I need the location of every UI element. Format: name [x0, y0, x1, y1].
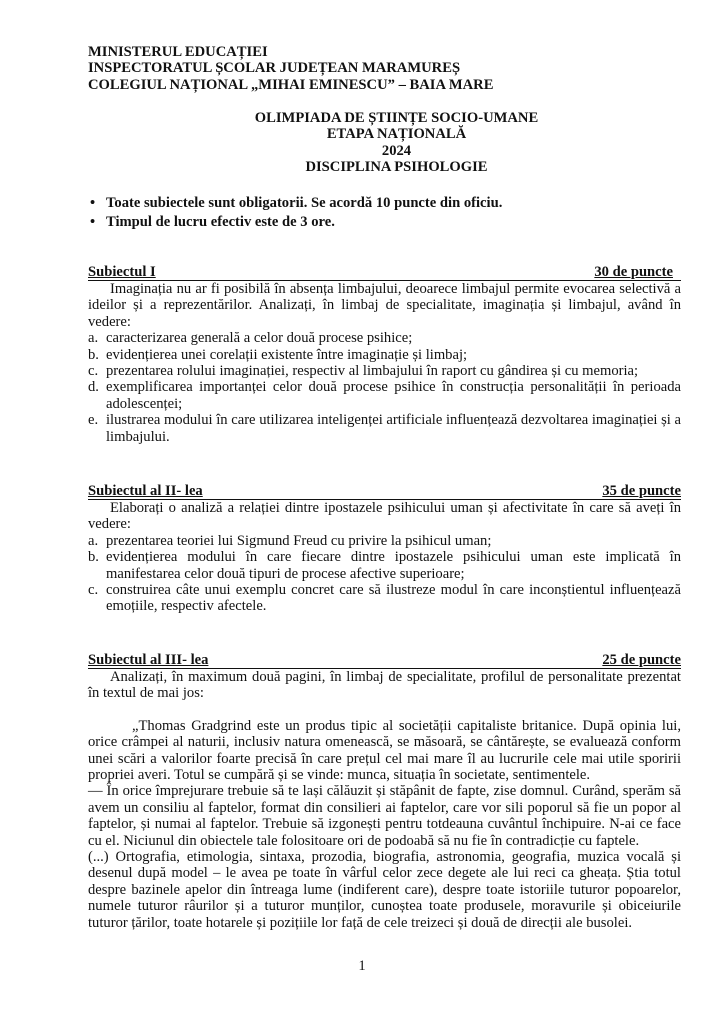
list-item-letter: a. [88, 532, 99, 549]
instruction-item: • Timpul de lucru efectiv este de 3 ore. [88, 213, 681, 232]
list-item-text: evidențierea modului în care fiecare dintre ipostazele psihicului uman este implicată în manifestarea celor două tipuri de procese afective superioare; [106, 549, 681, 582]
subject-intro: Analizați, în maximum două pagini, în limbaj de specialitate, profilul de personalitate prezentat în textul de mai jos: [88, 669, 681, 702]
list-item [88, 330, 681, 346]
instructions [88, 194, 681, 232]
quote-paragraph: „Thomas Gradgrind este un produs tipic al societății capitaliste britanice. După opinia lui, orice crâmpei al naturii, inclusiv natura omenească, se măsoară, se cântărește, se evaluează conform unei scări a valorilor foarte precisă în care prețul cel mai mare îl au lucrurile cele mai utile sporirii propriei averi. Totul se cumpără și se vinde: munca, situația în societate, sentimentele. [88, 717, 681, 784]
subject-heading [88, 265, 681, 281]
list-item [88, 549, 681, 582]
list-item-letter: e. [88, 412, 99, 429]
subject-heading [88, 653, 681, 669]
header-line: COLEGIUL NAȚIONAL „MIHAI EMINESCU” – BAIA MARE [88, 76, 494, 93]
header-line: MINISTERUL EDUCAȚIEI [88, 44, 268, 60]
institution-header [88, 44, 681, 93]
list-item [88, 412, 681, 445]
subject-heading [88, 484, 681, 500]
subject-title: Subiectul al II- lea [88, 483, 203, 499]
list-item-text: ilustrarea modului în care utilizarea inteligenței artificiale influențează dezvoltarea imaginației și a limbajului. [106, 412, 681, 445]
list-item-text: prezentarea teoriei lui Sigmund Freud cu privire la psihicul uman; [106, 532, 492, 549]
subject-intro: Elaborați o analiză a relației dintre ipostazele psihicului uman și afectivitate în care să aveți în vedere: [88, 500, 681, 533]
subject-intro: Imaginația nu ar fi posibilă în absența limbajului, deoarece limbajul permite evocarea selectivă a ideilor și a reprezentărilor. Analizați, în limbaj de specialitate, imaginația și limbajul, având în vedere: [88, 281, 681, 330]
subject-1 [88, 265, 681, 445]
subject-points: 35 de puncte [602, 483, 681, 499]
list-item-letter: a. [88, 330, 99, 347]
subject-points: 25 de puncte [602, 652, 681, 668]
title-line: 2024 [381, 142, 412, 159]
list-item-letter: d. [88, 379, 99, 396]
quoted-text [88, 718, 681, 931]
list-item [88, 379, 681, 412]
document-title [100, 110, 693, 176]
list-item-text: exemplificarea importanței celor două procese psihice în construcția personalității în perioada adolescenței; [106, 379, 681, 412]
list-item-text: prezentarea rolului imaginației, respectiv al limbajului în raport cu gândirea și cu memoria; [106, 363, 639, 380]
subject-title: Subiectul al III- lea [88, 652, 209, 668]
title-line: OLIMPIADA DE ȘTIINȚE SOCIO-UMANE [254, 110, 539, 126]
list-item-text: construirea câte unui exemplu concret care să ilustreze modul în care inconștientul influențează emoțiile, respectiv afectele. [106, 582, 681, 615]
title-line: DISCIPLINA PSIHOLOGIE [305, 159, 488, 176]
list-item-letter: b. [88, 549, 99, 566]
title-line: ETAPA NAȚIONALĂ [326, 126, 467, 143]
list-item [88, 363, 681, 379]
list-item [88, 347, 681, 363]
list-item-letter: c. [88, 363, 99, 380]
header-line: INSPECTORATUL ȘCOLAR JUDEȚEAN MARAMUREȘ [88, 60, 461, 77]
quote-paragraph: (...) Ortografia, etimologia, sintaxa, prozodia, biografia, astronomia, geografia, muzica vocală și desenul după model – le avea pe toate în vârful celor zece degete ale lui reci ca gheața. Știa totul despre bazinele apelor din întreaga lume (indiferent care), despre toate istoriile tuturor popoarelor, numele tuturor râurilor și a tuturor munților, cunoștea toate produsele, moravurile și obiceiurile tuturor țărilor, toate hotarele și pozițiile lor față de cele treizeci și două de direcții ale busolei. [88, 849, 681, 931]
list-item-text: caracterizarea generală a celor două procese psihice; [106, 330, 413, 347]
subject-points: 30 de puncte [594, 264, 673, 280]
quote-paragraph: — În orice împrejurare trebuie să te lași călăuzit și stăpânit de fapte, zise domnul. Curând, sperăm să avem un consiliu al faptelor, format din consilieri ai faptelor, care vor sili poporul să fie un popor al faptelor, și numai al faptelor. Trebuie să izgonești pentru totdeauna cuvântul închipuire. N-ai ce face cu el. Niciunul din obiectele tale folositoare ori de podoabă să nu fie în contradicție cu faptele. [88, 783, 681, 849]
list-item-text: evidențierea unei corelații existente între imaginație și limbaj; [106, 346, 468, 363]
subject-2 [88, 484, 681, 615]
page-number: 1 [358, 958, 366, 974]
list-item-letter: b. [88, 346, 99, 363]
subject-3 [88, 653, 681, 931]
instruction-item: • Toate subiectele sunt obligatorii. Se acordă 10 puncte din oficiu. [88, 194, 681, 213]
list-item [88, 582, 681, 615]
list-item [88, 533, 681, 549]
list-item-letter: c. [88, 582, 99, 599]
subject-title: Subiectul I [88, 264, 156, 280]
